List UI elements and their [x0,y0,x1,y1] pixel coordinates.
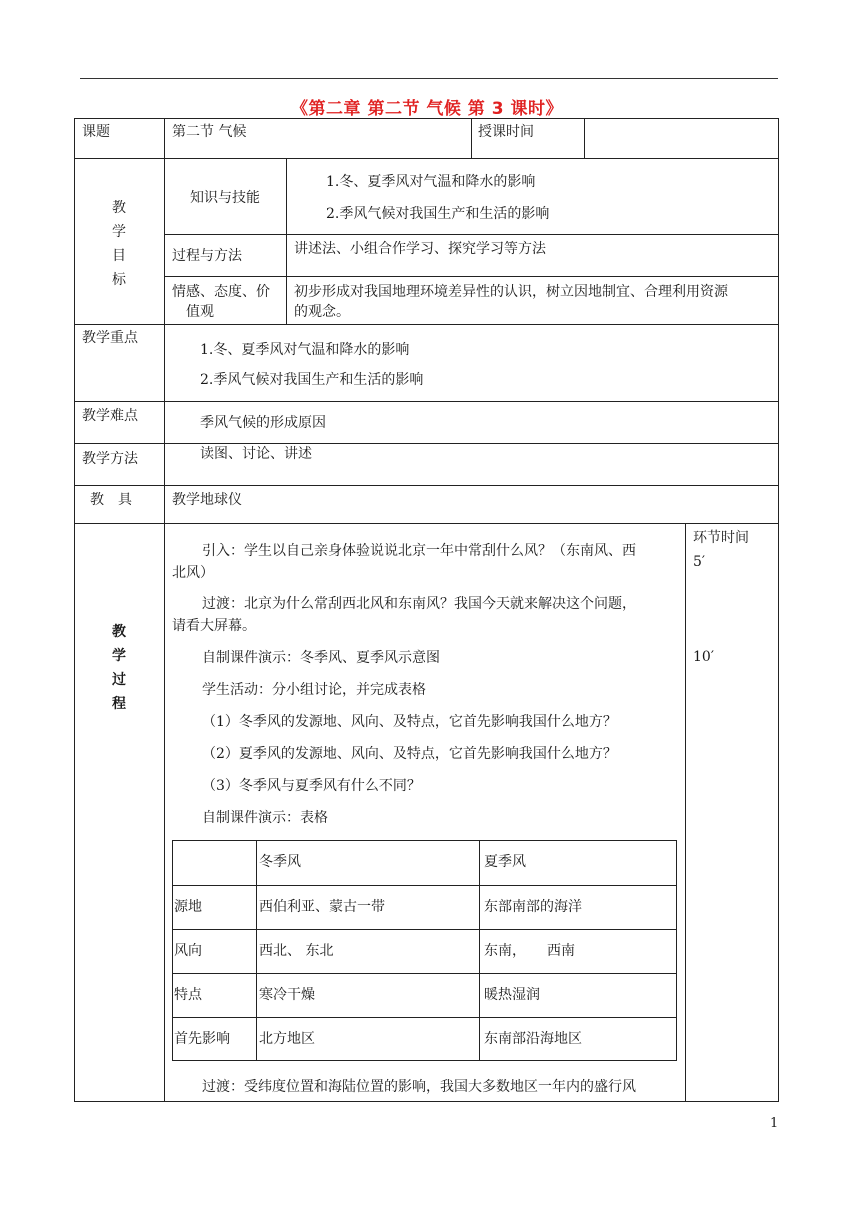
row-divider [75,485,778,486]
question-item: （3）冬季风与夏季风有什么不同？ [202,778,421,794]
method-label: 教学方法 [82,451,138,467]
row-divider [173,1017,676,1018]
emotion-value-cont: 的观念。 [294,304,350,320]
transition-text: 过渡：受纬度位置和海陆位置的影响，我国大多数地区一年内的盛行风 [202,1079,636,1095]
monsoon-table [172,840,677,1061]
question-item: （1）冬季风的发源地、风向、及特点，它首先影响我国什么地方？ [202,714,617,730]
time-value: 5′ [693,554,706,570]
table-cell: 首先影响 [174,1031,230,1047]
column-divider [256,841,257,1060]
column-divider [471,119,472,158]
time-column-header: 环节时间 [693,530,749,546]
column-divider [286,158,287,324]
table-cell: 西北、 东北 [259,943,334,959]
objectives-label: 教 学 目 标 [112,200,126,288]
table-cell: 北方地区 [259,1031,315,1047]
knowledge-label: 知识与技能 [190,190,260,206]
table-cell: 源地 [174,899,202,915]
process-label: 过程与方法 [172,248,242,264]
activity-text: 学生活动：分小组讨论，并完成表格 [202,682,426,698]
row-divider [75,523,778,524]
table-header-cell: 夏季风 [484,854,526,870]
header-rule [80,78,778,79]
row-divider [173,885,676,886]
key-point-item: 1.冬、夏季风对气温和降水的影响 [200,342,410,358]
table-cell: 东南部沿海地区 [484,1031,582,1047]
tools-label: 教 具 [90,492,132,508]
table-cell: 东南， 西南 [484,943,575,959]
intro-text-cont: 北风） [172,565,214,581]
row-divider [173,929,676,930]
row-divider [164,234,778,235]
knowledge-item: 1.冬、夏季风对气温和降水的影响 [326,174,536,190]
table-cell: 暖热湿润 [484,987,540,1003]
emotion-label: 情感、态度、价 [172,284,270,300]
process-section-label: 教 学 过 程 [112,624,126,712]
column-divider [479,841,480,1060]
demo-text: 自制课件演示：表格 [202,810,328,826]
page-title: 《第二章 第二节 气候 第 3 课时》 [291,99,563,119]
key-point-item: 2.季风气候对我国生产和生活的影响 [200,372,424,388]
row-divider [75,158,778,159]
column-divider [685,523,686,1101]
time-value: 10′ [693,649,714,665]
row-divider [75,443,778,444]
tools-value: 教学地球仪 [172,492,242,508]
demo-text: 自制课件演示：冬季风、夏季风示意图 [202,650,440,666]
difficulty-label: 教学难点 [82,408,138,424]
page-number: 1 [770,1116,779,1131]
transition-text: 过渡：北京为什么常刮西北风和东南风？我国今天就来解决这个问题， [202,596,636,612]
column-divider [164,119,165,1101]
transition-text-cont: 请看大屏幕。 [172,618,256,634]
table-cell: 寒冷干燥 [259,987,315,1003]
table-cell: 西伯利亚、蒙古一带 [259,899,385,915]
emotion-value: 初步形成对我国地理环境差异性的认识，树立因地制宜、合理利用资源 [294,284,728,300]
table-cell: 特点 [174,987,202,1003]
key-points-label: 教学重点 [82,330,138,346]
table-header-cell: 冬季风 [259,854,301,870]
row-divider [173,973,676,974]
topic-label: 课题 [82,124,110,140]
time-label: 授课时间 [478,124,534,140]
row-divider [75,324,778,325]
knowledge-item: 2.季风气候对我国生产和生活的影响 [326,206,550,222]
difficulty-value: 季风气候的形成原因 [200,415,326,431]
row-divider [164,276,778,277]
table-cell: 东部南部的海洋 [484,899,582,915]
question-item: （2）夏季风的发源地、风向、及特点，它首先影响我国什么地方？ [202,746,617,762]
column-divider [584,119,585,158]
row-divider [75,401,778,402]
topic-value: 第二节 气候 [172,124,247,140]
table-cell: 风向 [174,943,202,959]
method-value: 读图、讨论、讲述 [200,446,312,462]
intro-text: 引入：学生以自己亲身体验说说北京一年中常刮什么风？（东南风、西 [202,543,636,559]
process-value: 讲述法、小组合作学习、探究学习等方法 [294,241,546,257]
emotion-label-cont: 值观 [186,304,214,320]
